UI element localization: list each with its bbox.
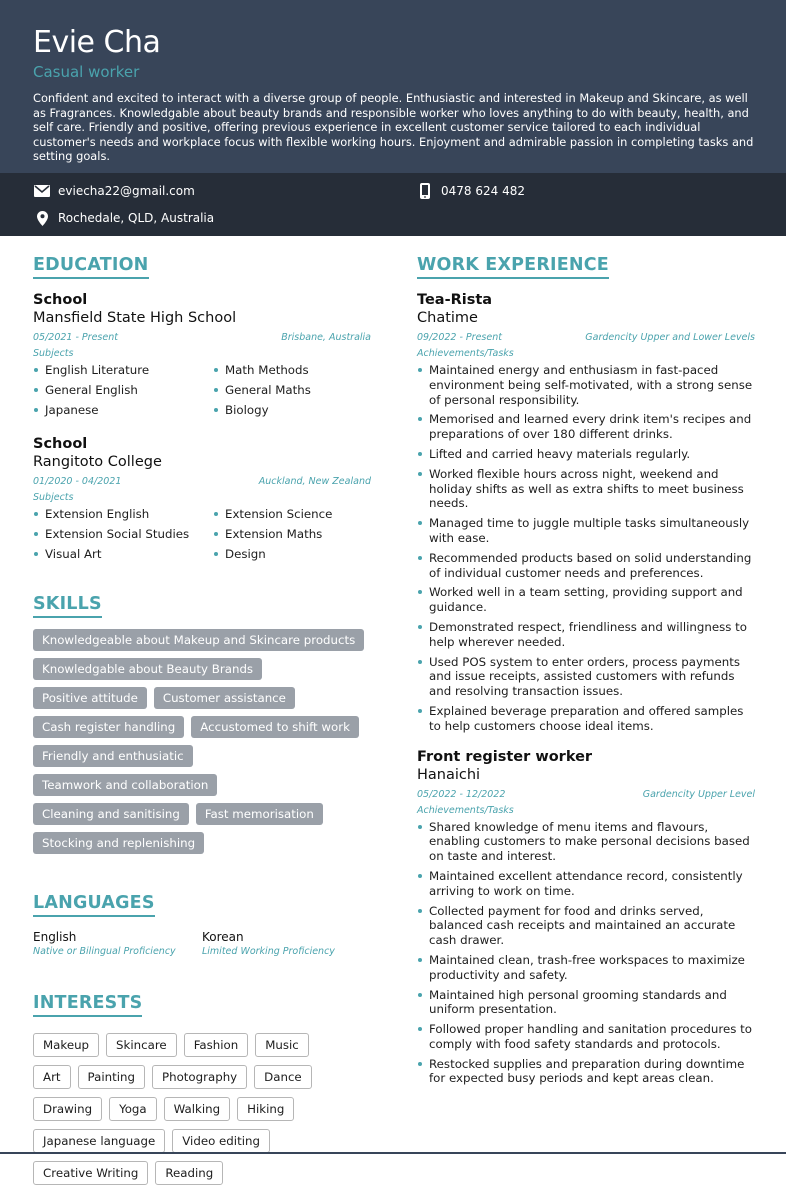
- subject-item: Japanese: [33, 403, 213, 417]
- work-meta: [417, 788, 755, 802]
- bottom-divider: [0, 1152, 786, 1154]
- language-level: Limited Working Proficiency: [202, 946, 335, 957]
- interest-tag: Video editing: [172, 1129, 270, 1153]
- phone-icon: [416, 183, 434, 199]
- map-pin-icon: [33, 210, 51, 226]
- subjects-label: Subjects: [33, 348, 74, 359]
- interest-tag: Photography: [152, 1065, 247, 1089]
- education-type: School: [33, 292, 88, 308]
- education-entry: [33, 291, 371, 417]
- job-title: Casual worker: [33, 63, 140, 81]
- email-contact[interactable]: [33, 183, 195, 199]
- achievement-item: Maintained high personal grooming standards and uniform presentation.: [417, 988, 755, 1018]
- header: [0, 0, 786, 173]
- subject-item: English Literature: [33, 363, 213, 377]
- interest-tag: Japanese language: [33, 1129, 165, 1153]
- left-column: [33, 254, 371, 1185]
- education-location: Auckland, New Zealand: [258, 476, 371, 487]
- education-meta: [33, 475, 371, 489]
- subjects-label: Subjects: [33, 492, 74, 503]
- achievement-item: Shared knowledge of menu items and flavours, enabling customers to make personal decisions based on taste and interest.: [417, 820, 755, 864]
- education-dates: 01/2020 - 04/2021: [33, 476, 122, 487]
- education-heading: EDUCATION: [33, 254, 149, 279]
- subject-item: Design: [213, 547, 363, 561]
- skill-tag: Stocking and replenishing: [33, 832, 204, 854]
- skill-tag: Accustomed to shift work: [191, 716, 359, 738]
- achievements-label: Achievements/Tasks: [417, 348, 514, 359]
- achievements-list: [417, 820, 755, 1087]
- subjects-list: [33, 363, 371, 417]
- education-dates: 05/2021 - Present: [33, 332, 118, 343]
- work-dates: 05/2022 - 12/2022: [417, 788, 506, 800]
- subject-item: General English: [33, 383, 213, 397]
- interests-section: [33, 992, 371, 1185]
- subject-item: Extension English: [33, 507, 213, 521]
- email-text[interactable]: eviecha22@gmail.com: [58, 184, 195, 198]
- work-experience-heading: WORK EXPERIENCE: [417, 254, 609, 279]
- language-level: Native or Bilingual Proficiency: [33, 946, 176, 957]
- interest-tag: Music: [255, 1033, 309, 1057]
- summary: Confident and excited to interact with a diverse group of people. Enthusiastic and interested in Makeup and Skincare, as well as Fragrances. Knowledgable about beauty brands and responsible worker who loves anything to do with beauty, health, and self care. Friendly and positive, offering previous experience in excellent customer service tailored to each individual customer's needs and workplace focus with flexible working hours. Enjoyment and admirable passion in completing tasks and setting goals.: [33, 91, 754, 164]
- education-entry: [33, 435, 371, 561]
- achievement-item: Maintained excellent attendance record, consistently arriving to work on time.: [417, 869, 755, 899]
- work-entry: [417, 748, 755, 1087]
- interest-tag: Creative Writing: [33, 1161, 148, 1185]
- skills-heading: SKILLS: [33, 593, 102, 618]
- education-meta: [33, 331, 371, 345]
- subject-item: Biology: [213, 403, 363, 417]
- achievement-item: Maintained clean, trash-free workspaces to maximize productivity and safety.: [417, 953, 755, 983]
- interest-tag: Drawing: [33, 1097, 102, 1121]
- right-column: [417, 254, 755, 1091]
- phone-contact[interactable]: [416, 183, 525, 199]
- language-item: [33, 930, 202, 959]
- interest-tag: Yoga: [109, 1097, 157, 1121]
- work-location: Gardencity Upper and Lower Levels: [585, 332, 755, 343]
- achievement-item: Managed time to juggle multiple tasks simultaneously with ease.: [417, 516, 755, 546]
- skill-tag: Fast memorisation: [196, 803, 323, 825]
- interest-tag: Art: [33, 1065, 71, 1089]
- languages-section: [33, 892, 371, 959]
- school-name: Rangitoto College: [33, 454, 162, 470]
- location-text: Rochedale, QLD, Australia: [58, 211, 215, 225]
- languages-list: [33, 930, 371, 959]
- achievement-item: Recommended products based on solid understanding of individual customer needs and preferences.: [417, 551, 755, 581]
- interest-tag: Skincare: [106, 1033, 177, 1057]
- employer-name: Chatime: [417, 310, 478, 326]
- skills-section: [33, 593, 371, 854]
- subjects-list: [33, 507, 371, 561]
- achievement-item: Restocked supplies and preparation during downtime for expected busy periods and kept areas clean.: [417, 1057, 755, 1087]
- education-location: Brisbane, Australia: [281, 332, 371, 343]
- skill-tag: Teamwork and collaboration: [33, 774, 217, 796]
- interest-tag: Dance: [254, 1065, 312, 1089]
- subject-item: General Maths: [213, 383, 363, 397]
- location-contact: [33, 210, 214, 226]
- skill-tag: Knowledgeable about Makeup and Skincare products: [33, 629, 364, 651]
- interest-tag: Hiking: [237, 1097, 294, 1121]
- achievement-item: Lifted and carried heavy materials regularly.: [417, 447, 755, 462]
- subject-item: Visual Art: [33, 547, 213, 561]
- subject-item: Extension Social Studies: [33, 527, 213, 541]
- achievements-list: [417, 363, 755, 734]
- contact-bar: [0, 173, 786, 236]
- achievement-item: Followed proper handling and sanitation procedures to comply with food safety standards and protocols.: [417, 1022, 755, 1052]
- interests-list: [33, 1033, 353, 1185]
- skills-list: [33, 629, 371, 854]
- achievement-item: Maintained energy and enthusiasm in fast-paced environment being self-motivated, with a strong sense of personal responsibility.: [417, 363, 755, 407]
- job-position: Tea-Rista: [417, 292, 493, 308]
- work-dates: 09/2022 - Present: [417, 332, 502, 343]
- language-name: Korean: [202, 930, 244, 944]
- skill-tag: Cash register handling: [33, 716, 184, 738]
- skill-tag: Positive attitude: [33, 687, 147, 709]
- subject-item: Extension Science: [213, 507, 363, 521]
- education-type: School: [33, 436, 88, 452]
- envelope-icon: [33, 183, 51, 199]
- skill-tag: Cleaning and sanitising: [33, 803, 189, 825]
- interest-tag: Fashion: [184, 1033, 249, 1057]
- person-name: Evie Cha: [33, 25, 161, 60]
- achievement-item: Explained beverage preparation and offered samples to help customers choose ideal items.: [417, 704, 755, 734]
- achievement-item: Demonstrated respect, friendliness and willingness to help wherever needed.: [417, 620, 755, 650]
- language-item: [202, 930, 371, 959]
- achievement-item: Collected payment for food and drinks served, balanced cash receipts and maintained an accurate cash drawer.: [417, 904, 755, 948]
- interests-heading: INTERESTS: [33, 992, 142, 1017]
- job-position: Front register worker: [417, 748, 593, 765]
- language-name: English: [33, 930, 77, 944]
- subject-item: Extension Maths: [213, 527, 363, 541]
- achievement-item: Used POS system to enter orders, process payments and issue receipts, assisted customers with refunds and resolving transaction issues.: [417, 655, 755, 699]
- employer-name: Hanaichi: [417, 766, 481, 783]
- achievement-item: Worked well in a team setting, providing support and guidance.: [417, 585, 755, 615]
- interest-tag: Painting: [78, 1065, 145, 1089]
- languages-heading: LANGUAGES: [33, 892, 155, 917]
- phone-text[interactable]: 0478 624 482: [441, 184, 525, 198]
- interest-tag: Makeup: [33, 1033, 99, 1057]
- achievement-item: Memorised and learned every drink item's recipes and preparations of over 180 different drinks.: [417, 412, 755, 442]
- work-entry: [417, 291, 755, 734]
- work-location: Gardencity Upper Level: [642, 788, 755, 800]
- work-meta: [417, 331, 755, 345]
- achievements-label: Achievements/Tasks: [417, 804, 514, 816]
- school-name: Mansfield State High School: [33, 310, 237, 326]
- interest-tag: Reading: [155, 1161, 223, 1185]
- subject-item: Math Methods: [213, 363, 363, 377]
- skill-tag: Friendly and enthusiatic: [33, 745, 193, 767]
- skill-tag: Knowledgable about Beauty Brands: [33, 658, 262, 680]
- achievement-item: Worked flexible hours across night, weekend and holiday shifts as well as extra shifts to meet business needs.: [417, 467, 755, 511]
- interest-tag: Walking: [164, 1097, 231, 1121]
- skill-tag: Customer assistance: [154, 687, 295, 709]
